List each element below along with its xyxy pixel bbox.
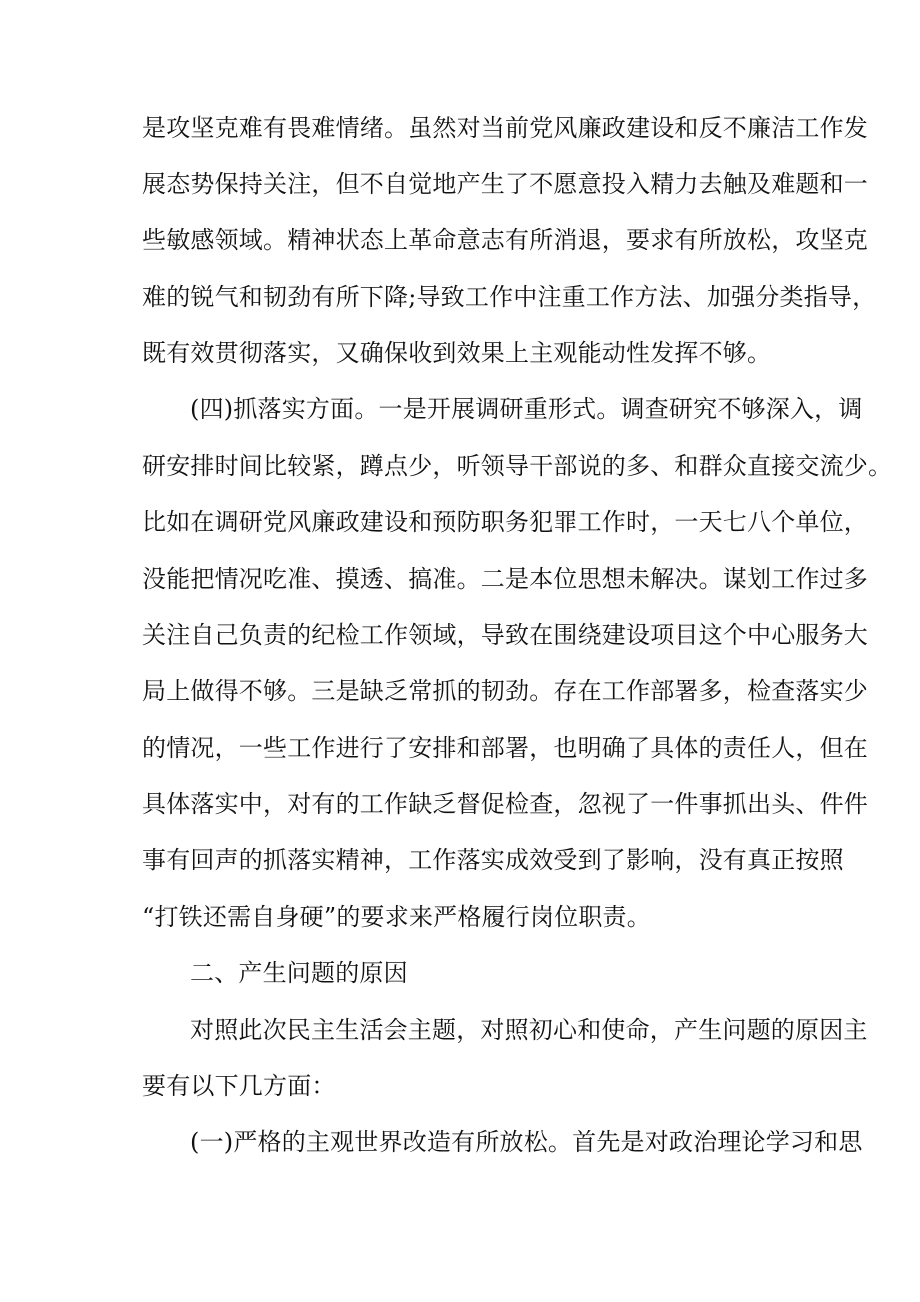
text-line: 要有以下几方面：	[142, 1072, 336, 1100]
text-line: 的情况，一些工作进行了安排和部署，也明确了具体的责任人，但在	[142, 734, 868, 762]
section-heading: 二、产生问题的原因	[190, 959, 408, 987]
paragraph-start-line: (四)抓落实方面。一是开展调研重形式。调查研究不够深入，调	[190, 395, 863, 423]
paragraph-start-line: 对照此次民主生活会主题，对照初心和使命，产生问题的原因主	[190, 1016, 868, 1044]
text-line: 比如在调研党风廉政建设和预防职务犯罪工作时，一天七八个单位，	[142, 508, 868, 536]
text-line: 展态势保持关注，但不自觉地产生了不愿意投入精力去触及难题和一	[142, 170, 868, 198]
text-line: 具体落实中，对有的工作缺乏督促检查，忽视了一件事抓出头、件件	[142, 790, 868, 818]
paragraph-start-line: (一)严格的主观世界改造有所放松。首先是对政治理论学习和思	[190, 1128, 863, 1156]
text-line: 是攻坚克难有畏难情绪。虽然对当前党风廉政建设和反不廉洁工作发	[142, 114, 868, 142]
text-line: 关注自己负责的纪检工作领域，导致在围绕建设项目这个中心服务大	[142, 621, 868, 649]
text-line: 难的锐气和韧劲有所下降;导致工作中注重工作方法、加强分类指导，	[142, 283, 877, 311]
text-line: 没能把情况吃准、摸透、搞准。二是本位思想未解决。谋划工作过多	[142, 565, 868, 593]
text-line: 研安排时间比较紧，蹲点少，听领导干部说的多、和群众直接交流少。	[142, 452, 893, 480]
text-line: 些敏感领域。精神状态上革命意志有所消退，要求有所放松，攻坚克	[142, 226, 868, 254]
text-line: 既有效贯彻落实，又确保收到效果上主观能动性发挥不够。	[142, 339, 772, 367]
text-line: “打铁还需自身硬”的要求来严格履行岗位职责。	[142, 903, 651, 931]
text-line: 局上做得不够。三是缺乏常抓的韧劲。存在工作部署多，检查落实少	[142, 677, 868, 705]
text-line: 事有回声的抓落实精神，工作落实成效受到了影响，没有真正按照	[142, 846, 844, 874]
